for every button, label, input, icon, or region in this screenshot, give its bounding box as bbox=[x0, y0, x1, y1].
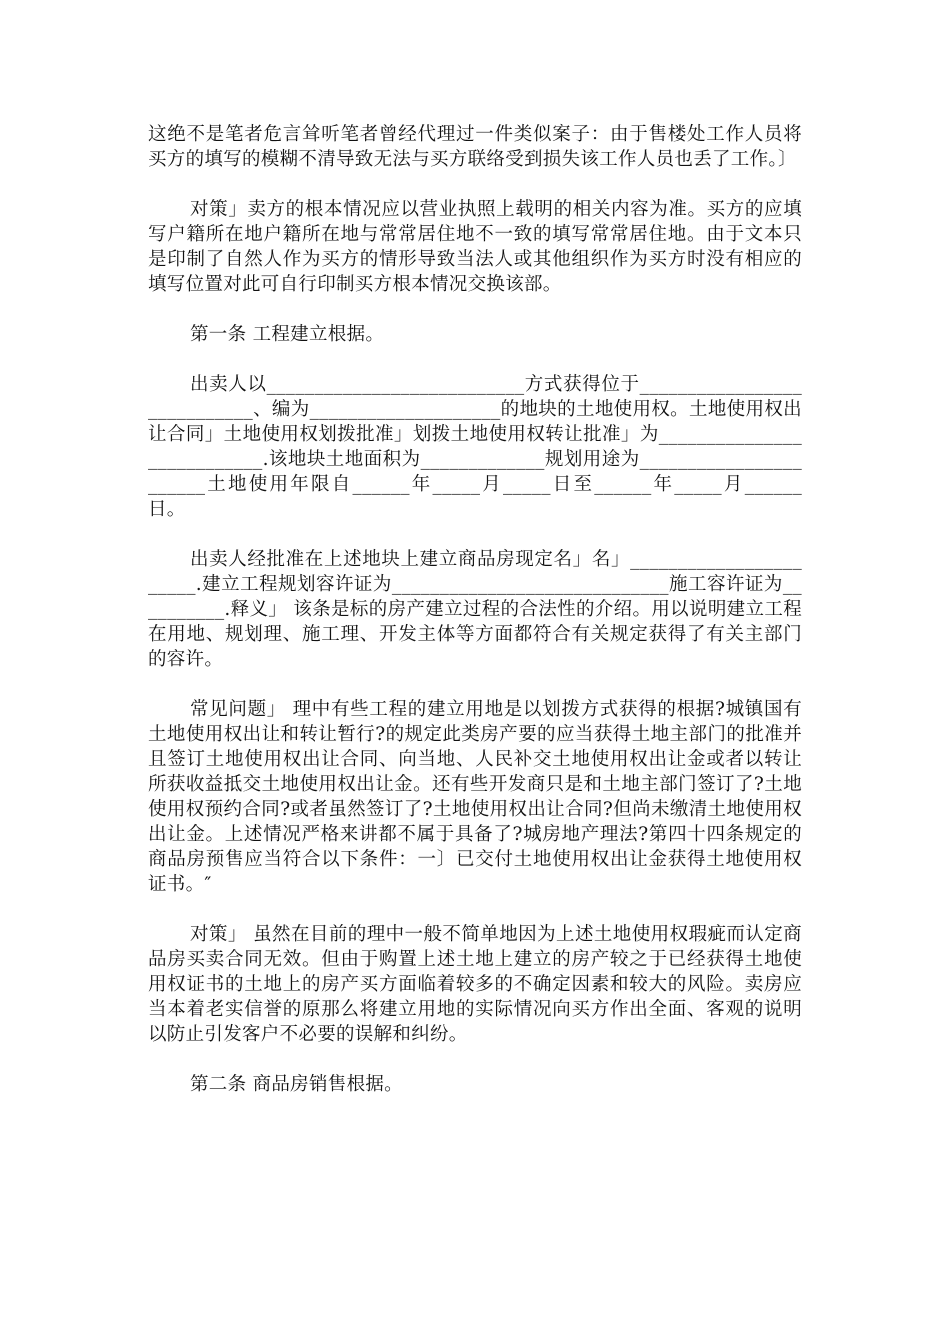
paragraph-common-problems: 常见问题」 理中有些工程的建立用地是以划拨方式获得的根据?城镇国有土地使用权出让和转让暂行?的规定此类房产要的应当获得土地主部门的批准并且签订土地使用权出让合同、向当地、人民补交土地使用权出让金或者以转让所获收益抵交土地使用权出让金。还有些开发商只是和土地主部门签订了?土地使用权预约合同?或者虽然签订了?土地使用权出让合同?但尚未缴清土地使用权出让金。上述情况严格来讲都不属于具备了?城房地产理法?第四十四条规定的商品房预售应当符合以下条件：一〕已交付土地使用权出让金获得土地使用权证书。″ bbox=[148, 699, 802, 895]
paragraph-case-anecdote: 这绝不是笔者危言耸听笔者曾经代理过一件类似案子：由于售楼处工作人员将买方的填写的模糊不清导致无法与买方联络受到损失该工作人员也丢了工作。〕 bbox=[148, 124, 802, 170]
document-body bbox=[148, 122, 802, 1122]
article-2-heading: 第二条 商品房销售根据。 bbox=[190, 1074, 403, 1095]
paragraph-countermeasure-seller-info: 对策」卖方的根本情况应以营业执照上载明的相关内容为准。买方的应填写户籍所在地户籍所在地与常常居住地不一致的填写常常居住地。由于文本只是印制了自然人作为买方的情形导致当法人或其他组织作为买方时没有相应的填写位置对此可自行印制买方根本情况交换该部。 bbox=[148, 199, 802, 295]
paragraph-land-use-right: 出卖人以___________________________方式获得位于____________________________、编为____________________的地块的土地使用权。土地使用权出让合同」土地使用权划拨批准」划拨土地使用权转让批准」为___________________________.该地块土地面积为_____________规划用途为_______________________土地使用年限自______年_____月_____日至______年_____月______日。 bbox=[148, 374, 802, 520]
paragraph-countermeasure-land-defect: 对策」 虽然在目前的理中一般不简单地因为上述土地使用权瑕疵而认定商品房买卖合同无效。但由于购置上述土地上建立的房产较之于已经获得土地使用权证书的土地上的房产买方面临着较多的不确定因素和较大的风险。卖房应当本着老实信誉的原那么将建立用地的实际情况向买方作出全面、客观的说明以防止引发客户不必要的误解和纠纷。 bbox=[148, 924, 802, 1045]
article-1-heading: 第一条 工程建立根据。 bbox=[190, 324, 385, 345]
paragraph-project-approval: 出卖人经批准在上述地块上建立商品房现定名」名」_______________________.建立工程规划容许证为_____________________________施工容许证为__________.释义」 该条是标的房产建立过程的合法性的介绍。用以说明建立工程在用地、规划理、施工理、开发主体等方面都符合有关规定获得了有关主部门的容许。 bbox=[148, 549, 802, 670]
